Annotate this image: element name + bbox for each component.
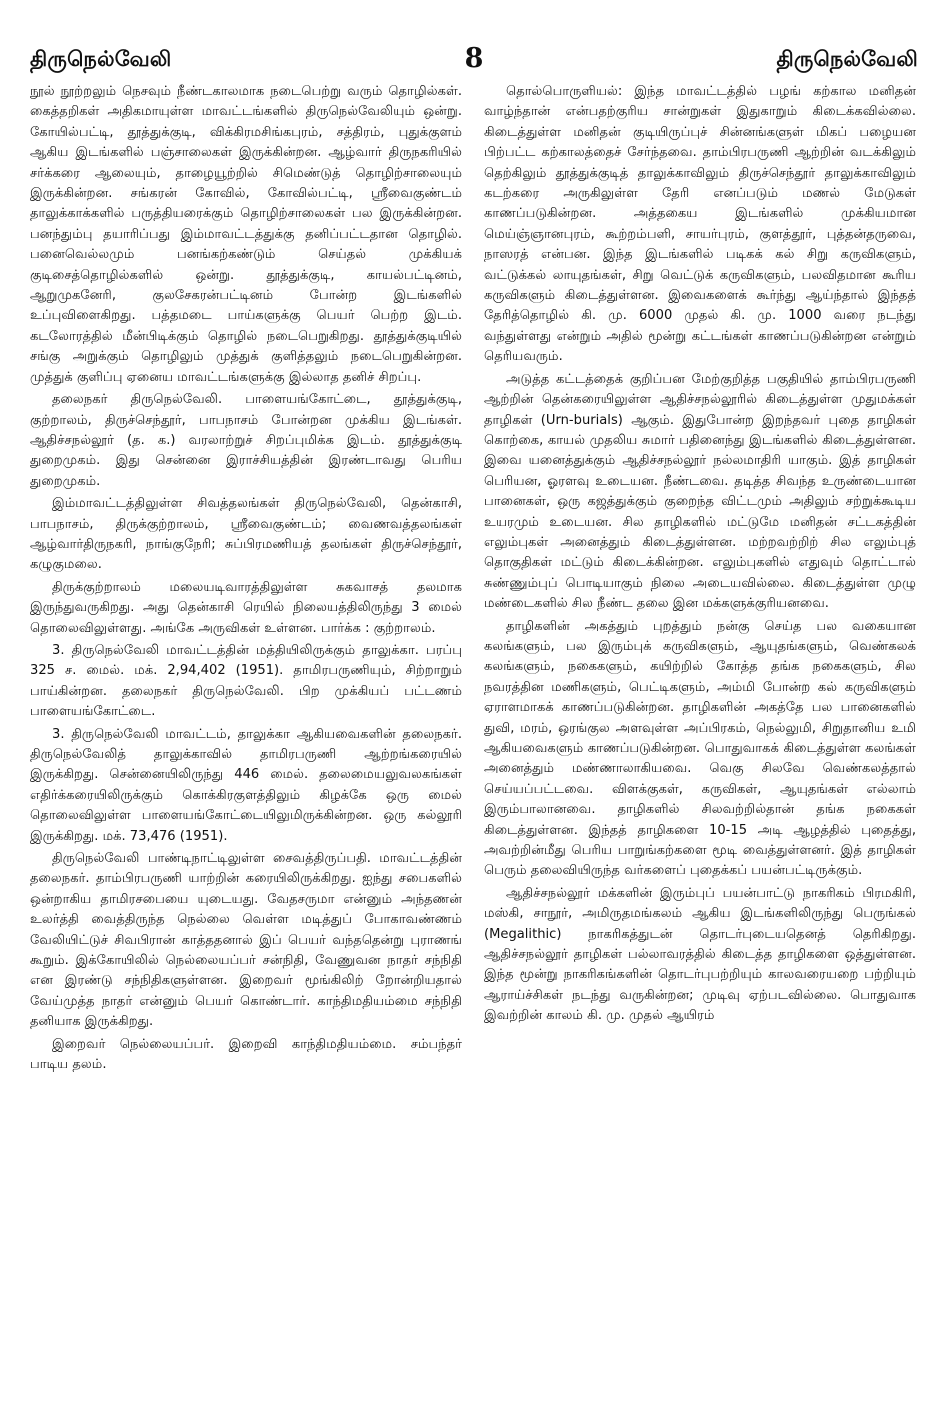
text-columns xyxy=(30,82,918,1078)
paragraph: 3. திருநெல்வேலி மாவட்டத்தின் மத்தியிலிருக்கும் தாலுக்கா. பரப்பு 325 ச. மைல். மக். 2,94,402 (1951). தாமிரபருணியும், சிற்றாறும் பாய்கின்றன. தலைநகர் திருநெல்வேலி. பிற முக்கியப் பட்டணம் பாளையங்கோட்டை. xyxy=(30,642,462,720)
paragraph: ஆதிச்சநல்லூர் மக்களின் இரும்புப் பயன்பாட்டு நாகரிகம் பிரமகிரி, மஸ்கி, சாநூர், அமிருதமங்கலம் ஆகிய இடங்களிலிருந்து பெருங்கல் (Megalithic) நாகரிகத்துடன் தொடர்புடையதெனத் தெரிகிறது. ஆதிச்சநல்லூர் தாழிகள் பல்லாவரத்தில் கிடைத்த தாழிகளை ஒத்துள்ளன. இந்த மூன்று நாகரிகங்களின் தொடர்புபற்றியும் காலவரையறை பற்றியும் ஆராய்ச்சிகள் நடந்து வருகின்றன; முடிவு ஏற்படவில்லை. பொதுவாக இவற்றின் காலம் கி. மு. முதல் ஆயிரம் xyxy=(484,885,916,1024)
paragraph: தொல்பொருளியல்: இந்த மாவட்டத்தில் பழங் கற்கால மனிதன் வாழ்ந்தான் என்பதற்குரிய சான்றுகள் இதுகாறும் கிடைக்கவில்லை. கிடைத்துள்ள மனிதன் குடியிருப்புச் சின்னங்களுள் மிகப் பழையன பிற்பட்ட கற்காலத்தைச் சேர்ந்தவை. தாம்பிரபருணி ஆற்றின் வடக்கிலும் தெற்கிலும் தூத்துக்குடித் தாலுக்காவிலும் திருச்செந்தூர் தாலுக்காவிலும் கடற்கரை அருகிலுள்ள தேரி எனப்படும் மணல் மேடுகள் காணப்படுகின்றன. அத்தகைய இடங்களில் முக்கியமான மெய்ஞ்ஞானபுரம், கூற்றம்பளி, சாயர்புரம், குளத்தூர், புத்தன்தருவை, நாஸரத் என்பன. இந்த இடங்களில் படிகக் கல் சிறு கருவிகளும், வட்டுக்கல் லாயுதங்கள், சிறு வெட்டுக் கருவிகளும், பலவிதமான கூரிய கருவிகளும் கிடைத்துள்ளன. இவைகளைக் கூர்ந்து ஆய்ந்தால் இந்தத் தேரித்தொழில் கி. மு. 6000 முதல் கி. மு. 1000 வரை நடந்து வந்துள்ளது என்றும் அதில் மூன்று கட்டங்கள் காணப்படுகின்றன என்றும் தெரியவரும். xyxy=(484,84,916,365)
right-column xyxy=(484,82,916,1078)
paragraph: 3. திருநெல்வேலி மாவட்டம், தாலுக்கா ஆகியவைகளின் தலைநகர். திருநெல்வேலித் தாலுக்காவில் தாமிரபருணி ஆற்றங்கரையில் இருக்கிறது. சென்னையிலிருந்து 446 மைல். தலைமையலுவலகங்கள் எதிர்க்கரையிலிருக்கும் கொக்கிரகுளத்திலும் கிழக்கே ஒரு மைல் தொலைவிலுள்ள பாளையங்கோட்டையிலுமிருக்கின்றன. ஒரு கல்லூரி இருக்கிறது. மக். 73,476 (1951). xyxy=(30,726,462,844)
paragraph: இறைவர் நெல்லையப்பர். இறைவி காந்திமதியம்மை. சம்பந்தர் பாடிய தலம். xyxy=(30,1036,462,1073)
page-header xyxy=(30,30,918,74)
paragraph: நூல் நூற்றலும் நெசவும் நீண்டகாலமாக நடைபெற்று வரும் தொழில்கள். கைத்தறிகள் அதிகமாயுள்ள மாவட்டங்களில் திருநெல்வேலியும் ஒன்று. கோயில்பட்டி, தூத்துக்குடி, விக்கிரமசிங்கபுரம், சத்திரம், புதுக்குளம் ஆகிய இடங்களில் பஞ்சாலைகள் இருக்கின்றன. ஆழ்வார் திருநகரியில் சர்க்கரை ஆலையும், தாழையூற்றில் சிமெண்டுத் தொழிற்சாலையும் இருக்கின்றன. சங்கரன் கோவில், கோவில்பட்டி, ஸ்ரீவைகுண்டம் தாலுக்காக்களில் பருத்தியரைக்கும் தொழிற்சாலைகள் பல இருக்கின்றன. பனந்தும்பு தயாரிப்பது இம்மாவட்டத்துக்கு தனிப்பட்டதான தொழில். பனைவெல்லமும் பனங்கற்கண்டும் செய்தல் முக்கியக் குடிசைத்தொழில்களில் ஒன்று. தூத்துக்குடி, காயல்பட்டினம், ஆறுமுகனேரி, குலசேகரன்பட்டினம் போன்ற இடங்களில் உப்புவிளைகிறது. பத்தமடை பாய்களுக்கு பெயர் பெற்ற இடம். கடலோரத்தில் மீன்பிடிக்கும் தொழில் நடைபெறுகிறது. தூத்துக்குடியில் சங்கு அறுக்கும் தொழிலும் முத்துக் குளித்தலும் நடைபெறுகின்றன. முத்துக் குளிப்பு ஏனைய மாவட்டங்களுக்கு இல்லாத தனிச் சிறப்பு. xyxy=(30,84,462,385)
paragraph: தலைநகர் திருநெல்வேலி. பாளையங்கோட்டை, தூத்துக்குடி, குற்றாலம், திருச்செந்தூர், பாபநாசம் போன்றன முக்கிய இடங்கள். ஆதிச்சநல்லூர் (த. க.) வரலாற்றுச் சிறப்புமிக்க இடம். தூத்துக்குடி துறைமுகம். இது சென்னை இராச்சியத்தின் இரண்டாவது பெரிய துறைமுகம். xyxy=(30,392,462,489)
paragraph: இம்மாவட்டத்திலுள்ள சிவத்தலங்கள் திருநெல்வேலி, தென்காசி, பாபநாசம், திருக்குற்றாலம், ஸ்ரீவைகுண்டம்; வைணவத்தலங்கள் ஆழ்வார்திருநகரி, நாங்குநேரி; சுப்பிரமணியத் தலங்கள் திருச்செந்தூர், கழுகுமலை. xyxy=(30,496,462,573)
left-column xyxy=(30,82,462,1078)
paragraph: திருநெல்வேலி பாண்டிநாட்டிலுள்ள சைவத்திருப்பதி. மாவட்டத்தின் தலைநகர். தாம்பிரபருணி யாற்றின் கரையிலிருக்கிறது. ஐந்து சபைகளில் ஒன்றாகிய தாமிரசபையை யுடையது. வேதசருமா என்னும் அந்தணன் உலர்த்தி வைத்திருந்த நெல்லை வெள்ள மடித்துப் போகாவண்ணம் வேலியிட்டுச் சிவபிரான் காத்ததனால் இப் பெயர் வந்ததென்று புராணங் கூறும். இக்கோயிலில் நெல்லையப்பர் சன்நிதி, வேணுவன நாதர் சந்நிதி என இரண்டு சந்நிதிகளுள்ளன. இறைவர் மூங்கிலிற் றோன்றியதால் வேய்முத்த நாதர் என்னும் பெயர் கொண்டார். காந்திமதியம்மை சந்நிதி தனியாக இருக்கிறது. xyxy=(30,851,462,1030)
running-title-right: திருநெல்வேலி xyxy=(776,47,918,71)
page-number: 8 xyxy=(464,43,484,74)
paragraph: அடுத்த கட்டத்தைக் குறிப்பன மேற்குறித்த பகுதியில் தாம்பிரபருணி ஆற்றின் தென்கரையிலுள்ள ஆதிச்சநல்லூரில் கிடைத்துள்ள முதுமக்கள் தாழிகள் (Urn-burials) ஆகும். இதுபோன்ற இறந்தவர் புதை தாழிகள் கொற்கை, காயல் முதலிய சுமார் பதினைந்து இடங்களில் கிடைத்துள்ளன. இவை யனைத்துக்கும் ஆதிச்சநல்லூர் நல்லமாதிரி யாகும். இத் தாழிகள் பெரியன, ஓரளவு உடையன. நீண்டவை. தடித்த சிவந்த உருண்டையான பானைகள், ஒரு கஜத்துக்கும் குறைந்த விட்டமும் அதிலும் சற்றுக்கூடிய உயரமும் உடையன. சில தாழிகளில் மட்டுமே மனிதன் சட்டகத்தின் எலும்புகள் அனைத்தும் கிடைத்துள்ளன. மற்றவற்றிற் சில எலும்புத் தொகுதிகள் மட்டும் கிடைக்கின்றன. எலும்புகளில் எதுவும் தொட்டால் சுண்ணும்புப் பொடியாகும் நிலை அடையவில்லை. கிடைத்துள்ள முழு மண்டைகளில் சில நீண்ட தலை இன மக்களுக்குரியனவை. xyxy=(484,371,916,612)
running-title-left: திருநெல்வேலி xyxy=(30,47,172,71)
paragraph: திருக்குற்றாலம் மலையடிவாரத்திலுள்ள சுகவாசத் தலமாக இருந்துவருகிறது. அது தென்காசி ரெயில் நிலையத்திலிருந்து 3 மைல் தொலைவிலுள்ளது. அங்கே அருவிகள் உள்ளன. பார்க்க : குற்றாலம். xyxy=(30,579,462,636)
paragraph: தாழிகளின் அகத்தும் புறத்தும் நன்கு செய்த பல வகையான கலங்களும், பல இரும்புக் கருவிகளும், ஆயுதங்களும், வெண்கலக் கலங்களும், நகைகளும், கயிற்றில் கோத்த தங்க நகைகளும், சில நவரத்தின மணிகளும், பெட்டிகளும், அம்மி போன்ற கல் கருவிகளும் ஏராளமாகக் காணப்படுகின்றன. தாழிகளின் அகத்தே பல பானைகளில் துவி, மரம், ஒரங்குல அளவுள்ள அப்பிரகம், நெல்லுமி, சிறுதானிய உமி ஆகியவைகளும் காணப்படுகின்றன. பொதுவாகக் கிடைத்துள்ள கலங்கள் அனைத்தும் மண்ணாலாகியவை. வெகு சிலவே வெண்கலத்தால் செய்யப்பட்டவை. விளக்குகள், கருவிகள், ஆயுதங்கள் எல்லாம் இரும்பாலானவை. தாழிகளில் சிலவற்றில்தான் தங்க நகைகள் கிடைத்துள்ளன. இந்தத் தாழிகளை 10-15 அடி ஆழத்தில் புதைத்து, அவற்றின்மீது பெரிய பாறுங்கற்களை மூடி வைத்துள்ளனர். இத் தாழிகள் பெரும் தலைவியிருந்த வர்களைப் புதைக்கப் பயன்பட்டிருக்கும். xyxy=(484,618,916,879)
